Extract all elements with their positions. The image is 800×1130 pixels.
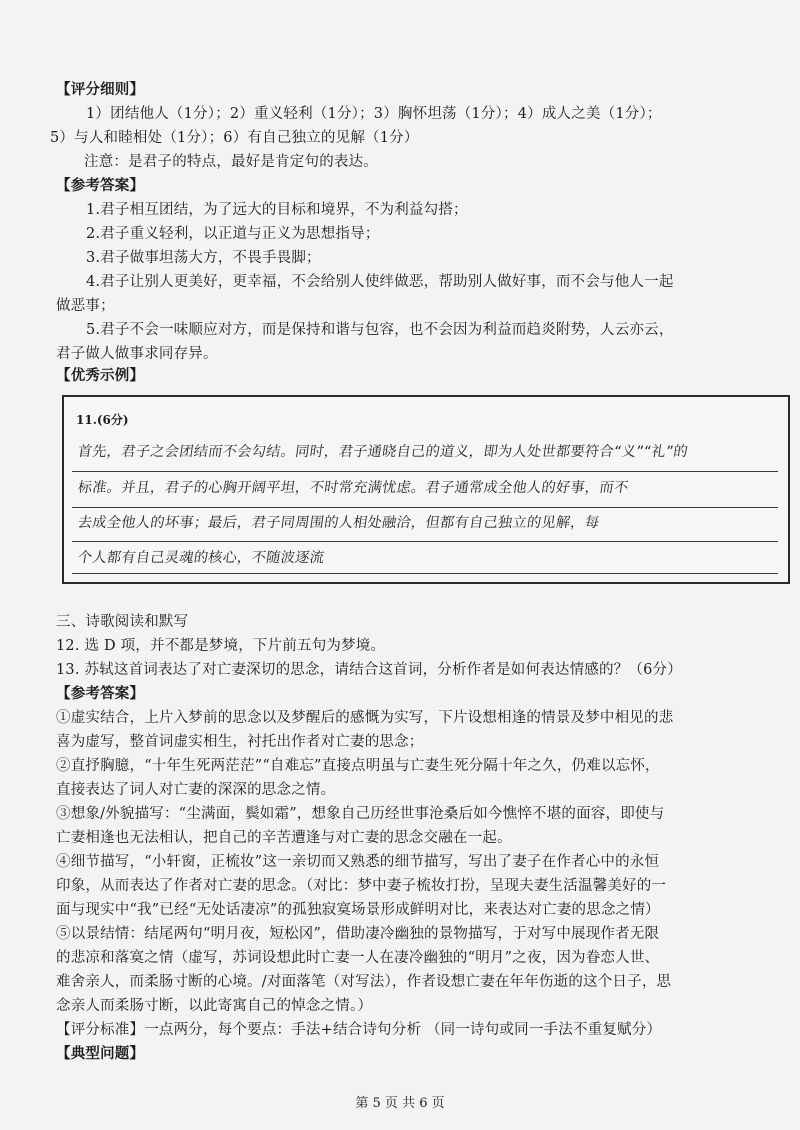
ruled-line [72, 471, 778, 472]
handwritten-answer-box [62, 395, 790, 584]
scoring-rules-line: 1）团结他人（1分）；2）重义轻利（1分）；3）胸怀坦荡（1分）；4）成人之美（1分）； [86, 106, 662, 122]
handwritten-line: 首先，君子之会团结而不会勾结。同时，君子通晓自己的道义，即为人处世都要符合“义”“礼”的 [76, 444, 690, 460]
page-footer: 第 5 页 共 6 页 [355, 1096, 445, 1111]
ruled-line [72, 541, 778, 542]
section-heading: 三、诗歌阅读和默写 [56, 614, 189, 630]
answer-line: ①虚实结合，上片入梦前的思念以及梦醒后的感慨为实写，下片设想相逢的情景及梦中相见的悲 [56, 710, 674, 726]
answer-item: 5.君子不会一味顺应对方，而是保持和谐与包容，也不会因为利益而趋炎附势，人云亦云， [86, 322, 674, 338]
reference-answer-title: 【参考答案】 [56, 177, 145, 194]
reference-answer-title: 【参考答案】 [56, 685, 145, 702]
answer-item: 4.君子让别人更美好，更幸福，不会给别人使绊做恶，帮助别人做好事，而不会与他人一起 [86, 274, 674, 290]
handwritten-line: 去成全他人的坏事；最后，君子同周围的人相处融洽，但都有自己独立的见解，每 [76, 515, 601, 531]
answer-line: 喜为虚写，整首词虚实相生，衬托出作者对亡妻的思念； [56, 734, 424, 750]
ruled-line [72, 573, 778, 574]
answer-item-continued: 做恶事； [56, 298, 115, 314]
handwritten-line: 标准。并且，君子的心胸开阔平坦，不时常充满忧虑。君子通常成全他人的好事，而不 [76, 480, 630, 496]
excellent-example-title: 【优秀示例】 [56, 367, 145, 384]
scoring-rules-note: 注意：是君子的特点，最好是肯定句的表达。 [84, 154, 378, 170]
scoring-rules-line: 5）与人和睦相处（1分）；6）有自己独立的见解（1分） [50, 130, 419, 146]
question-label: 11.(6分) [76, 413, 129, 427]
question-13: 13. 苏轼这首词表达了对亡妻深切的思念，请结合这首词，分析作者是如何表达情感的？（6分） [56, 662, 682, 678]
answer-line: ②直抒胸臆，“十年生死两茫茫”“自难忘”直接点明虽与亡妻生死分隔十年之久，仍难以忘怀， [56, 758, 660, 774]
answer-line: 的悲凉和落寞之情（虚写，苏词设想此时亡妻一人在凄冷幽独的“明月”之夜，因为眷恋人世、 [56, 950, 660, 966]
typical-problems-title: 【典型问题】 [56, 1045, 145, 1062]
answer-line: 面与现实中“我”已经“无处话凄凉”的孤独寂寞场景形成鲜明对比，来表达对亡妻的思念之情） [56, 902, 660, 918]
answer-line: 直接表达了词人对亡妻的深深的思念之情。 [56, 782, 336, 798]
answer-line: 亡妻相逢也无法相认，把自己的辛苦遭逢与对亡妻的思念交融在一起。 [56, 830, 512, 846]
handwritten-line: 个人都有自己灵魂的核心，不随波逐流 [76, 550, 326, 566]
answer-item: 1.君子相互团结，为了远大的目标和境界，不为利益勾搭； [86, 202, 468, 218]
ruled-line [72, 507, 778, 508]
answer-line: 印象，从而表达了作者对亡妻的思念。（对比：梦中妻子梳妆打扮，呈现夫妻生活温馨美好的一 [56, 878, 667, 894]
scoring-standard: 【评分标准】一点两分，每个要点：手法+结合诗句分析 （同一诗句或同一手法不重复赋分） [56, 1022, 662, 1038]
answer-line: ③想象/外貌描写：“尘满面，鬓如霜”，想象自己历经世事沧桑后如今憔悴不堪的面容，即使与 [56, 806, 665, 822]
answer-line: ⑤以景结情：结尾两句“明月夜，短松冈”，借助凄冷幽独的景物描写，于对写中展现作者无限 [56, 926, 660, 942]
scoring-rules-title: 【评分细则】 [56, 81, 145, 98]
question-12: 12. 选 D 项，并不都是梦境，下片前五句为梦境。 [56, 638, 386, 654]
answer-line: 念亲人而柔肠寸断，以此寄寓自己的悼念之情。） [56, 998, 373, 1014]
answer-item: 2.君子重义轻利，以正道与正义为思想指导； [86, 226, 380, 242]
answer-item: 3.君子做事坦荡大方，不畏手畏脚； [86, 250, 321, 266]
answer-line: 难舍亲人，而柔肠寸断的心境。/对面落笔（对写法），作者设想亡妻在年年伤逝的这个日子，思 [56, 974, 672, 990]
answer-item-continued: 君子做人做事求同存异。 [56, 346, 218, 362]
answer-line: ④细节描写，“小轩窗，正梳妆”这一亲切而又熟悉的细节描写，写出了妻子在作者心中的永恒 [56, 854, 660, 870]
